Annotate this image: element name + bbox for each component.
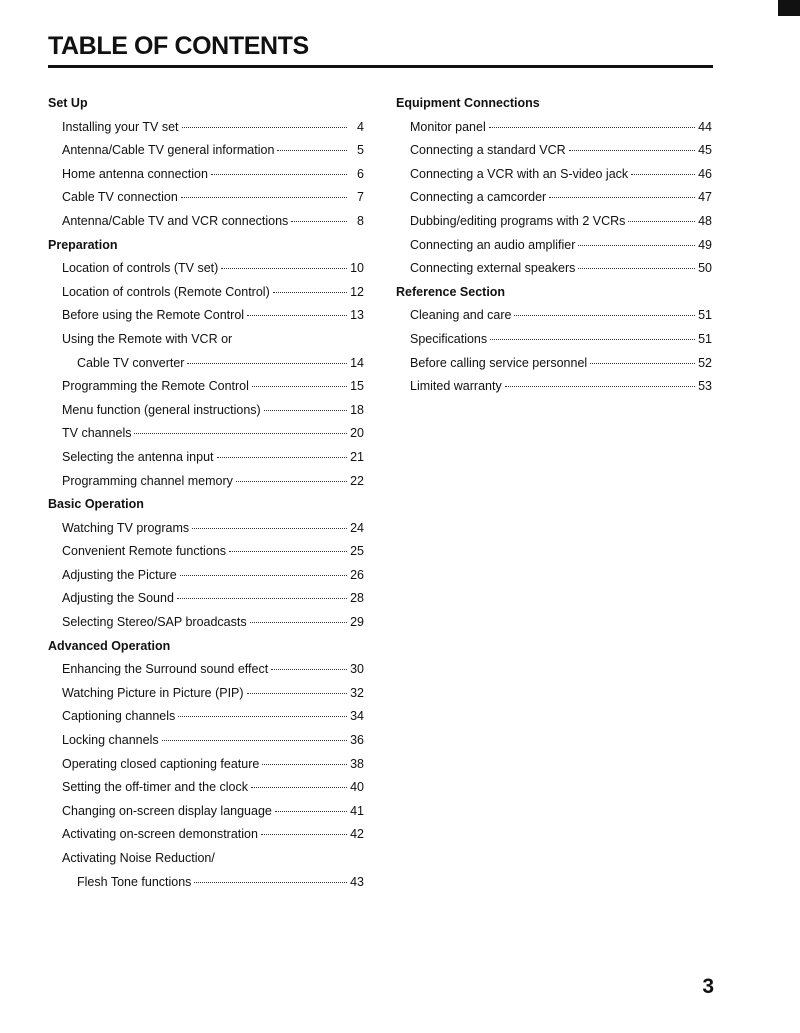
page-number: 3	[702, 975, 714, 998]
page-title: TABLE OF CONTENTS	[48, 32, 309, 60]
toc-entry-page: 51	[698, 308, 712, 323]
dot-leader	[162, 740, 347, 741]
section-heading-advanced-operation: Advanced Operation	[48, 638, 171, 653]
toc-entry-using-the-remote-with-vcr-or[interactable]: Using the Remote with VCR or	[62, 331, 233, 346]
dot-leader	[264, 410, 347, 411]
toc-entry-connecting-an-audio-amplifier[interactable]	[396, 234, 712, 258]
toc-entry-label: Connecting an audio amplifier	[410, 237, 576, 252]
toc-entry-cleaning-and-care[interactable]	[396, 304, 712, 328]
dot-leader	[631, 174, 695, 175]
toc-entry-label: Captioning channels	[62, 709, 176, 724]
toc-entry-selecting-stereo-sap-broadcasts[interactable]	[48, 611, 364, 635]
toc-entry-changing-on-screen-display-language[interactable]	[48, 800, 364, 824]
dot-leader	[578, 268, 695, 269]
toc-entry-page: 25	[350, 544, 364, 559]
section-heading-set-up: Set Up	[48, 96, 88, 110]
toc-entry-dubbing-editing-programs-with-2-vcrs[interactable]	[396, 210, 712, 234]
toc-entry-selecting-the-antenna-input[interactable]	[48, 446, 364, 470]
toc-entry-connecting-a-camcorder[interactable]	[396, 186, 712, 210]
toc-entry-page: 6	[357, 166, 364, 181]
toc-entry-page: 46	[698, 166, 712, 181]
toc-entry-label: Dubbing/editing programs with 2 VCRs	[410, 213, 626, 228]
toc-entry-menu-function-general-instructions[interactable]	[48, 399, 364, 423]
dot-leader	[180, 575, 347, 576]
toc-entry-page: 14	[350, 355, 364, 370]
dot-leader	[178, 716, 347, 717]
toc-entry-label: Installing your TV set	[62, 119, 179, 134]
toc-entry-locking-channels[interactable]	[48, 729, 364, 753]
dot-leader	[192, 528, 347, 529]
toc-entry-page: 44	[698, 119, 712, 134]
toc-entry-connecting-a-standard-vcr[interactable]	[396, 139, 712, 163]
toc-entry-label: Operating closed captioning feature	[62, 756, 260, 771]
dot-leader	[277, 150, 347, 151]
dot-leader	[187, 363, 347, 364]
dot-leader	[247, 315, 347, 316]
toc-entry-page: 32	[350, 685, 364, 700]
toc-entry-page: 18	[350, 402, 364, 417]
toc-entry-location-of-controls-tv-set[interactable]	[48, 257, 364, 281]
toc-entry-programming-channel-memory[interactable]	[48, 470, 364, 494]
toc-entry-activating-noise-reduction[interactable]: Activating Noise Reduction/	[62, 851, 215, 865]
toc-entry-operating-closed-captioning-feature[interactable]	[48, 753, 364, 777]
toc-entry-page: 4	[357, 119, 364, 134]
toc-entry-watching-picture-in-picture-pip[interactable]	[48, 682, 364, 706]
toc-entry-page: 48	[698, 213, 712, 228]
toc-entry-page: 41	[350, 803, 364, 818]
dot-leader	[194, 882, 347, 883]
toc-entry-connecting-a-vcr-with-an-s-video-jack[interactable]	[396, 163, 712, 187]
toc-entry-page: 28	[350, 591, 364, 606]
toc-entry-page: 49	[698, 237, 712, 252]
toc-right-column	[396, 92, 712, 399]
toc-entry-page: 26	[350, 567, 364, 582]
toc-entry-limited-warranty[interactable]	[396, 375, 712, 399]
toc-entry-location-of-controls-remote-control[interactable]	[48, 281, 364, 305]
toc-entry-installing-your-tv-set[interactable]	[48, 116, 364, 140]
toc-entry-label: Home antenna connection	[62, 166, 208, 181]
dot-leader	[262, 764, 347, 765]
toc-entry-page: 7	[357, 190, 364, 205]
dot-leader	[489, 127, 695, 128]
toc-entry-label: Monitor panel	[410, 119, 486, 134]
dot-leader	[271, 669, 347, 670]
dot-leader	[578, 245, 695, 246]
toc-entry-page: 15	[350, 379, 364, 394]
toc-entry-page: 22	[350, 473, 364, 488]
toc-entry-label: Convenient Remote functions	[62, 544, 226, 559]
toc-entry-cable-tv-converter[interactable]	[48, 352, 364, 376]
dot-leader	[229, 551, 347, 552]
dot-leader	[250, 622, 347, 623]
toc-entry-enhancing-the-surround-sound-effect[interactable]	[48, 658, 364, 682]
toc-entry-watching-tv-programs[interactable]	[48, 517, 364, 541]
toc-entry-label: Specifications	[410, 331, 488, 346]
dot-leader	[569, 150, 695, 151]
toc-entry-label: Locking channels	[62, 733, 159, 748]
dot-leader	[236, 481, 347, 482]
dot-leader	[291, 221, 347, 222]
toc-entry-page: 20	[350, 426, 364, 441]
toc-entry-label: Limited warranty	[410, 379, 502, 394]
toc-entry-page: 53	[698, 379, 712, 394]
toc-entry-flesh-tone-functions[interactable]	[48, 871, 364, 895]
toc-entry-label: Location of controls (Remote Control)	[62, 284, 270, 299]
dot-leader	[273, 292, 347, 293]
dot-leader	[628, 221, 695, 222]
dot-leader	[505, 386, 695, 387]
toc-entry-page: 5	[357, 143, 364, 158]
toc-entry-adjusting-the-picture[interactable]	[48, 564, 364, 588]
dot-leader	[252, 386, 347, 387]
toc-entry-page: 8	[357, 213, 364, 228]
toc-entry-label: Flesh Tone functions	[77, 874, 192, 889]
toc-entry-page: 40	[350, 780, 364, 795]
toc-entry-page: 42	[350, 827, 364, 842]
toc-entry-page: 52	[698, 355, 712, 370]
toc-entry-label: Before calling service personnel	[410, 355, 588, 370]
toc-entry-label: Adjusting the Sound	[62, 591, 174, 606]
section-heading-reference-section: Reference Section	[396, 284, 506, 299]
toc-entry-page: 10	[350, 261, 364, 276]
toc-entry-label: TV channels	[62, 426, 132, 441]
dot-leader	[247, 693, 347, 694]
toc-entry-label: Antenna/Cable TV and VCR connections	[62, 213, 289, 228]
toc-entry-programming-the-remote-control[interactable]	[48, 375, 364, 399]
dot-leader	[590, 363, 695, 364]
dot-leader	[221, 268, 347, 269]
toc-entry-monitor-panel[interactable]	[396, 116, 712, 140]
dot-leader	[181, 197, 347, 198]
dot-leader	[261, 834, 347, 835]
toc-entry-page: 45	[698, 143, 712, 158]
dot-leader	[177, 598, 347, 599]
toc-entry-label: Enhancing the Surround sound effect	[62, 662, 269, 677]
toc-entry-page: 43	[350, 874, 364, 889]
toc-entry-before-using-the-remote-control[interactable]	[48, 304, 364, 328]
dot-leader	[251, 787, 347, 788]
toc-entry-page: 21	[350, 449, 364, 464]
toc-entry-label: Watching Picture in Picture (PIP)	[62, 685, 244, 700]
toc-entry-label: Adjusting the Picture	[62, 567, 177, 582]
dot-leader	[211, 174, 347, 175]
toc-entry-label: Cable TV converter	[77, 355, 185, 370]
toc-entry-label: Connecting external speakers	[410, 261, 576, 276]
section-heading-basic-operation: Basic Operation	[48, 497, 144, 512]
dot-leader	[490, 339, 695, 340]
toc-entry-connecting-external-speakers[interactable]	[396, 257, 712, 281]
toc-entry-page: 24	[350, 520, 364, 535]
toc-entry-label: Menu function (general instructions)	[62, 402, 261, 417]
toc-entry-page: 38	[350, 756, 364, 771]
toc-entry-tv-channels[interactable]	[48, 422, 364, 446]
toc-entry-antenna-cable-tv-and-vcr-connections[interactable]	[48, 210, 364, 234]
toc-entry-captioning-channels[interactable]	[48, 705, 364, 729]
toc-entry-cable-tv-connection[interactable]	[48, 186, 364, 210]
toc-entry-home-antenna-connection[interactable]	[48, 163, 364, 187]
toc-entry-label: Connecting a standard VCR	[410, 143, 566, 158]
toc-entry-page: 12	[350, 284, 364, 299]
toc-entry-page: 29	[350, 615, 364, 630]
toc-entry-label: Cleaning and care	[410, 308, 512, 323]
toc-entry-antenna-cable-tv-general-information[interactable]	[48, 139, 364, 163]
dot-leader	[549, 197, 695, 198]
toc-entry-page: 30	[350, 662, 364, 677]
dot-leader	[275, 811, 347, 812]
toc-entry-label: Location of controls (TV set)	[62, 261, 219, 276]
title-divider	[48, 65, 713, 68]
toc-entry-page: 47	[698, 190, 712, 205]
page-edge-tab	[778, 0, 800, 16]
toc-entry-page: 36	[350, 733, 364, 748]
toc-entry-convenient-remote-functions[interactable]	[48, 540, 364, 564]
toc-left-column	[48, 92, 364, 894]
toc-entry-page: 51	[698, 331, 712, 346]
dot-leader	[217, 457, 347, 458]
dot-leader	[182, 127, 348, 128]
toc-entry-label: Programming the Remote Control	[62, 379, 249, 394]
toc-entry-page: 13	[350, 308, 364, 323]
toc-entry-specifications[interactable]	[396, 328, 712, 352]
section-heading-equipment-connections: Equipment Connections	[396, 96, 540, 110]
toc-entry-before-calling-service-personnel[interactable]	[396, 352, 712, 376]
toc-entry-label: Changing on-screen display language	[62, 803, 272, 818]
toc-entry-page: 50	[698, 261, 712, 276]
dot-leader	[134, 433, 347, 434]
toc-entry-label: Connecting a camcorder	[410, 190, 547, 205]
toc-entry-label: Before using the Remote Control	[62, 308, 245, 323]
toc-entry-label: Antenna/Cable TV general information	[62, 143, 275, 158]
toc-entry-setting-the-off-timer-and-the-clock[interactable]	[48, 776, 364, 800]
toc-entry-label: Selecting the antenna input	[62, 449, 214, 464]
toc-entry-adjusting-the-sound[interactable]	[48, 587, 364, 611]
toc-entry-label: Connecting a VCR with an S-video jack	[410, 166, 629, 181]
toc-entry-page: 34	[350, 709, 364, 724]
toc-entry-label: Programming channel memory	[62, 473, 233, 488]
toc-entry-label: Cable TV connection	[62, 190, 178, 205]
section-heading-preparation: Preparation	[48, 237, 118, 252]
toc-entry-activating-on-screen-demonstration[interactable]	[48, 823, 364, 847]
toc-entry-label: Watching TV programs	[62, 520, 190, 535]
toc-entry-label: Setting the off-timer and the clock	[62, 780, 248, 795]
dot-leader	[514, 315, 695, 316]
toc-entry-label: Selecting Stereo/SAP broadcasts	[62, 615, 247, 630]
toc-entry-label: Activating on-screen demonstration	[62, 827, 258, 842]
